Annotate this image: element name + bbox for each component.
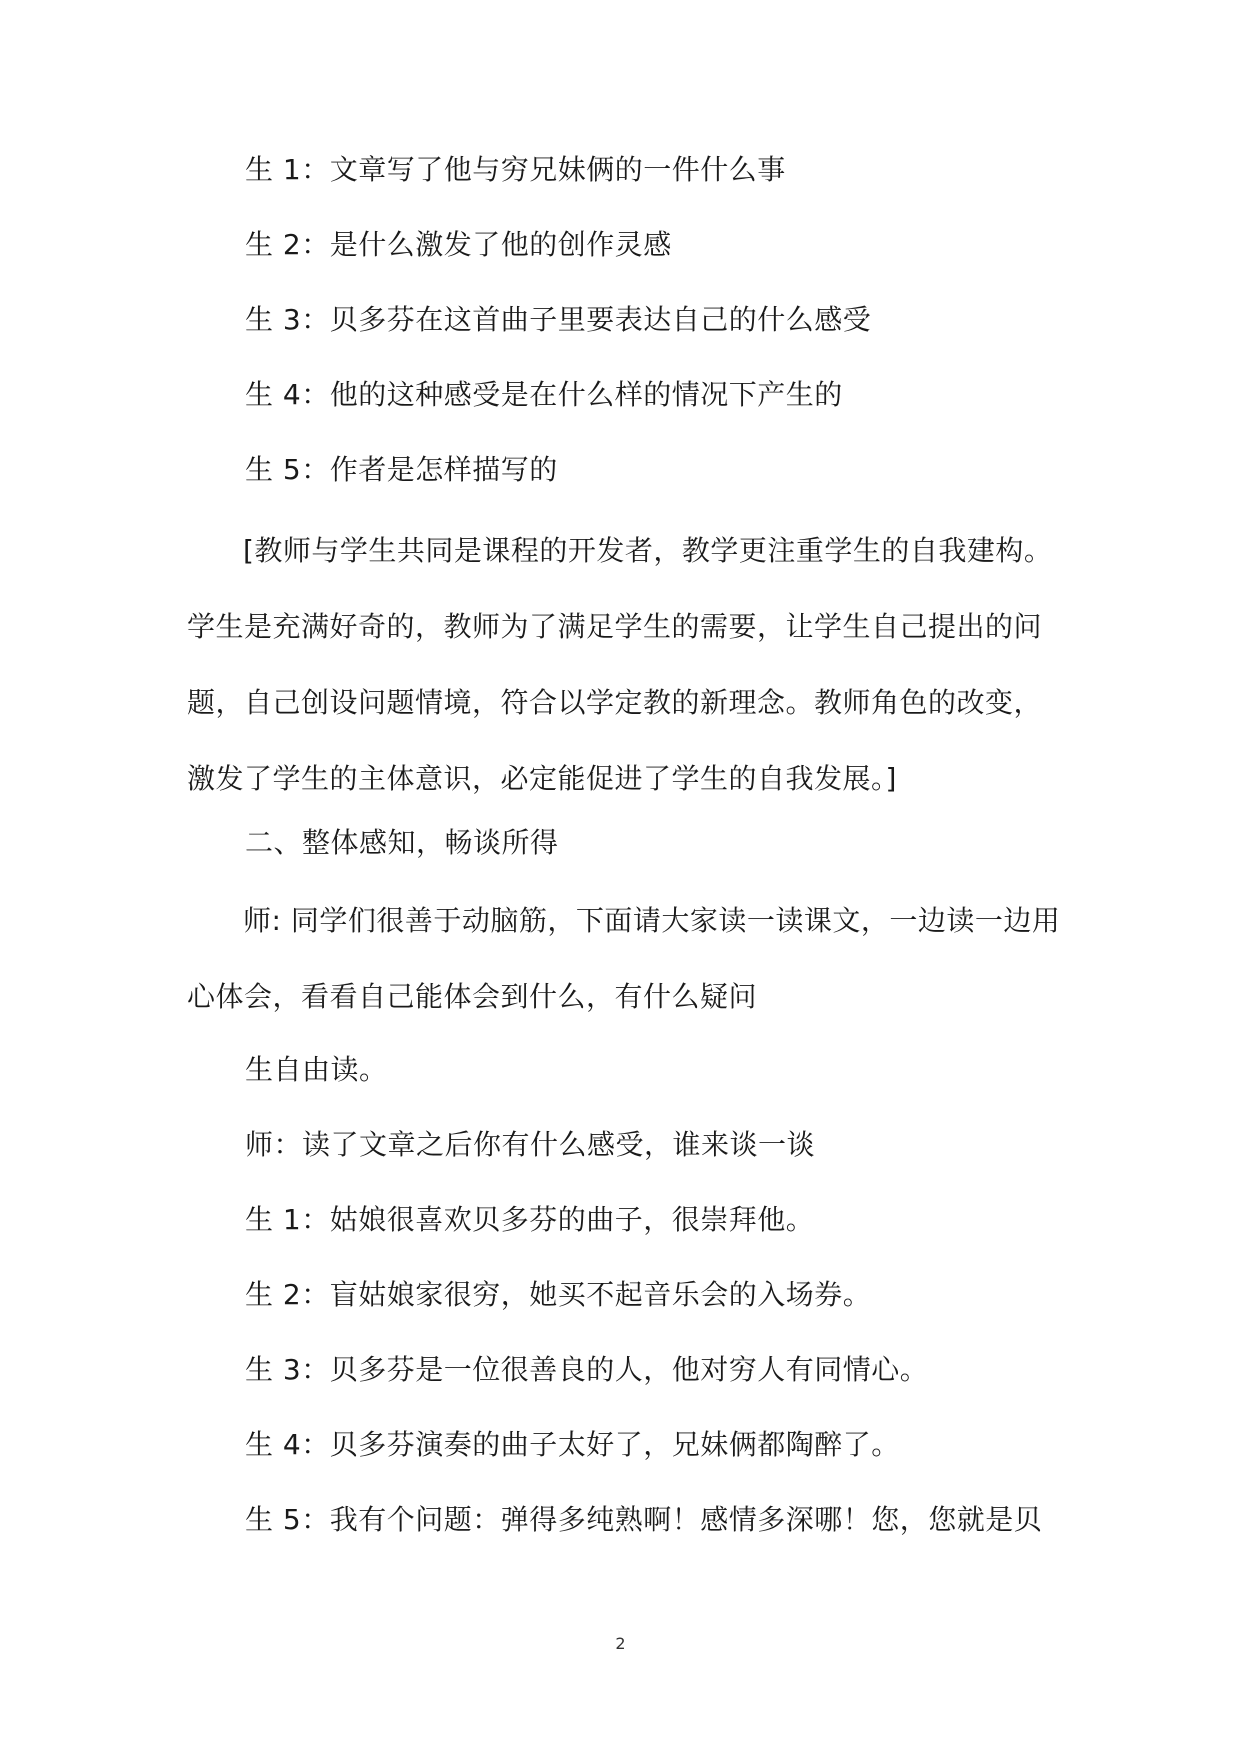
question-line-5: 生 5：作者是怎样描写的 [245,453,558,486]
response-line-2: 生 2：盲姑娘家很穷，她买不起音乐会的入场券。 [245,1278,872,1311]
response-line-1: 生 1：姑娘很喜欢贝多芬的曲子，很崇拜他。 [245,1203,815,1236]
teacher-prompt-1: 师: 同学们很善于动脑筋，下面请大家读一读课文，一边读一边用心体会，看看自己能体会到什么，有什么疑问 [187,904,1061,1013]
teacher-prompt-2: 师：读了文章之后你有什么感受，谁来谈一谈 [245,1128,816,1161]
commentary-paragraph: [教师与学生共同是课程的开发者，教学更注重学生的自我建构。学生是充满好奇的，教师为了满足学生的需要，让学生自己提出的问题，自己创设问题情境，符合以学定教的新理念。教师角色的改变，激发了学生的主体意识，必定能促进了学生的自我发展。] [187,534,1053,795]
response-line-5: 生 5：我有个问题：弹得多纯熟啊！感情多深哪！您，您就是贝 [245,1503,1043,1536]
question-line-3: 生 3：贝多芬在这首曲子里要表达自己的什么感受 [245,303,872,336]
response-line-4: 生 4：贝多芬演奏的曲子太好了，兄妹俩都陶醉了。 [245,1428,900,1461]
question-line-2: 生 2：是什么激发了他的创作灵感 [245,228,672,261]
response-line-3: 生 3：贝多芬是一位很善良的人，他对穷人有同情心。 [245,1353,929,1386]
question-line-1: 生 1：文章写了他与穷兄妹俩的一件什么事 [245,153,786,186]
question-line-4: 生 4：他的这种感受是在什么样的情况下产生的 [245,378,843,411]
student-action: 生自由读。 [245,1053,388,1086]
section-heading: 二、整体感知，畅谈所得 [245,826,559,859]
page-number: 2 [615,1634,626,1653]
